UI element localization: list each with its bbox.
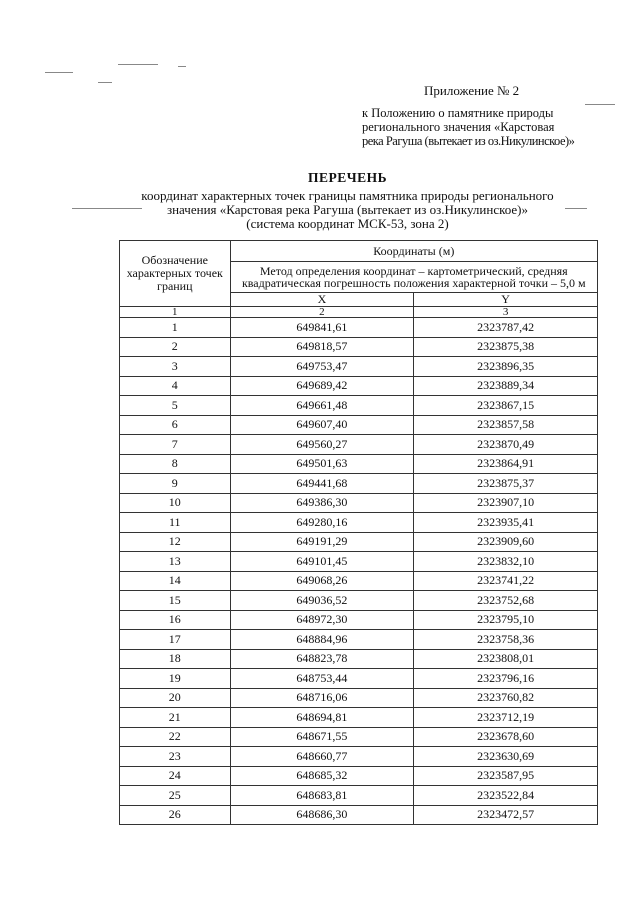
y-coordinate-cell: 2323832,10 [414,552,598,572]
point-number-cell: 4 [120,376,231,396]
table-row [120,337,598,357]
y-coordinate-cell: 2323741,22 [414,571,598,591]
y-coordinate-cell: 2323587,95 [414,766,598,786]
table-row [120,649,598,669]
y-coordinate-cell: 2323522,84 [414,786,598,806]
y-coordinate-cell: 2323787,42 [414,318,598,338]
appendix-line: регионального значения «Карстовая [362,120,555,134]
y-coordinate-cell: 2323758,36 [414,630,598,650]
y-coordinate-cell: 2323795,10 [414,610,598,630]
point-number-cell: 1 [120,318,231,338]
y-coordinate-cell: 2323896,35 [414,357,598,377]
y-coordinate-cell: 2323796,16 [414,669,598,689]
table-row [120,513,598,533]
document-heading [100,170,595,231]
table-row [120,474,598,494]
y-coordinate-cell: 2323752,68 [414,591,598,611]
y-coordinate-cell: 2323889,34 [414,376,598,396]
x-coordinate-cell: 648671,55 [230,727,414,747]
y-coordinate-cell: 2323870,49 [414,435,598,455]
x-coordinate-cell: 649101,45 [230,552,414,572]
point-number-cell: 7 [120,435,231,455]
appendix-line: река Рагуша (вытекает из оз.Никулинское)» [362,134,575,148]
table-row [120,454,598,474]
table-row [120,630,598,650]
table-row [120,805,598,825]
point-number-cell: 12 [120,532,231,552]
table-row [120,591,598,611]
x-coordinate-cell: 649560,27 [230,435,414,455]
y-coordinate-cell: 2323760,82 [414,688,598,708]
x-coordinate-cell: 648972,30 [230,610,414,630]
x-coordinate-cell: 648685,32 [230,766,414,786]
x-coordinate-cell: 648716,06 [230,688,414,708]
appendix-number: Приложение № 2 [424,83,520,98]
x-coordinate-cell: 649036,52 [230,591,414,611]
x-coordinate-cell: 649607,40 [230,415,414,435]
table-row [120,610,598,630]
point-header: Обозначение характерных точек границ [120,241,231,307]
x-coordinate-cell: 649661,48 [230,396,414,416]
scan-speck [118,64,158,65]
point-number-cell: 14 [120,571,231,591]
point-number-cell: 8 [120,454,231,474]
x-coordinate-cell: 649386,30 [230,493,414,513]
y-coordinate-cell: 2323630,69 [414,747,598,767]
y-coordinate-cell: 2323472,57 [414,805,598,825]
x-coordinate-cell: 648753,44 [230,669,414,689]
y-coordinate-cell: 2323875,38 [414,337,598,357]
table-row [120,552,598,572]
table-row [120,688,598,708]
point-number-cell: 26 [120,805,231,825]
y-coordinate-cell: 2323909,60 [414,532,598,552]
column-index: 1 [120,307,231,318]
x-coordinate-cell: 649068,26 [230,571,414,591]
point-number-cell: 16 [120,610,231,630]
table-row [120,396,598,416]
x-coordinate-cell: 649689,42 [230,376,414,396]
method-header: Метод определения координат – картометрический, средняя квадратическая погрешность положения характерной точки – 5,0 м [230,262,597,293]
point-number-cell: 2 [120,337,231,357]
table-row [120,786,598,806]
scan-speck [178,66,186,67]
x-coordinate-cell: 649501,63 [230,454,414,474]
point-number-cell: 5 [120,396,231,416]
x-coordinate-cell: 649191,29 [230,532,414,552]
y-coordinate-cell: 2323935,41 [414,513,598,533]
x-coordinate-cell: 648660,77 [230,747,414,767]
table-row [120,708,598,728]
x-coordinate-cell: 649841,61 [230,318,414,338]
table-row [120,727,598,747]
heading-line: координат характерных точек границы памятника природы регионального [141,188,554,203]
y-coordinate-cell: 2323875,37 [414,474,598,494]
y-coordinate-cell: 2323712,19 [414,708,598,728]
column-index: 2 [230,307,414,318]
y-coordinate-cell: 2323808,01 [414,649,598,669]
point-number-cell: 21 [120,708,231,728]
column-index: 3 [414,307,598,318]
coordinates-header: Координаты (м) [230,241,597,262]
column-y-header: Y [414,293,598,307]
scan-speck [98,82,112,83]
point-number-cell: 20 [120,688,231,708]
point-number-cell: 6 [120,415,231,435]
table-row [120,669,598,689]
document-title: ПЕРЕЧЕНЬ [307,170,388,185]
scan-speck [45,72,73,73]
table-row [120,357,598,377]
table-row [120,318,598,338]
heading-line: значения «Карстовая река Рагуша (вытекает из оз.Никулинское)» [166,202,529,217]
y-coordinate-cell: 2323857,58 [414,415,598,435]
coordinates-table [119,240,598,825]
x-coordinate-cell: 648683,81 [230,786,414,806]
table-row [120,532,598,552]
table-row [120,415,598,435]
point-number-cell: 10 [120,493,231,513]
table-body [120,318,598,825]
point-number-cell: 23 [120,747,231,767]
x-coordinate-cell: 649441,68 [230,474,414,494]
x-coordinate-cell: 648884,96 [230,630,414,650]
y-coordinate-cell: 2323864,91 [414,454,598,474]
table-row [120,747,598,767]
heading-line: (система координат МСК-53, зона 2) [246,216,449,231]
point-number-cell: 25 [120,786,231,806]
point-number-cell: 11 [120,513,231,533]
x-coordinate-cell: 648694,81 [230,708,414,728]
appendix-block [362,84,622,148]
table-row [120,571,598,591]
point-number-cell: 18 [120,649,231,669]
y-coordinate-cell: 2323867,15 [414,396,598,416]
table-row [120,376,598,396]
point-number-cell: 15 [120,591,231,611]
point-number-cell: 19 [120,669,231,689]
table-row [120,493,598,513]
point-number-cell: 24 [120,766,231,786]
point-number-cell: 9 [120,474,231,494]
point-number-cell: 3 [120,357,231,377]
x-coordinate-cell: 649818,57 [230,337,414,357]
table-row [120,435,598,455]
x-coordinate-cell: 648823,78 [230,649,414,669]
point-number-cell: 13 [120,552,231,572]
y-coordinate-cell: 2323678,60 [414,727,598,747]
x-coordinate-cell: 649753,47 [230,357,414,377]
y-coordinate-cell: 2323907,10 [414,493,598,513]
appendix-line: к Положению о памятнике природы [362,106,554,120]
point-number-cell: 22 [120,727,231,747]
table-row [120,766,598,786]
point-number-cell: 17 [120,630,231,650]
x-coordinate-cell: 649280,16 [230,513,414,533]
x-coordinate-cell: 648686,30 [230,805,414,825]
column-x-header: X [230,293,414,307]
